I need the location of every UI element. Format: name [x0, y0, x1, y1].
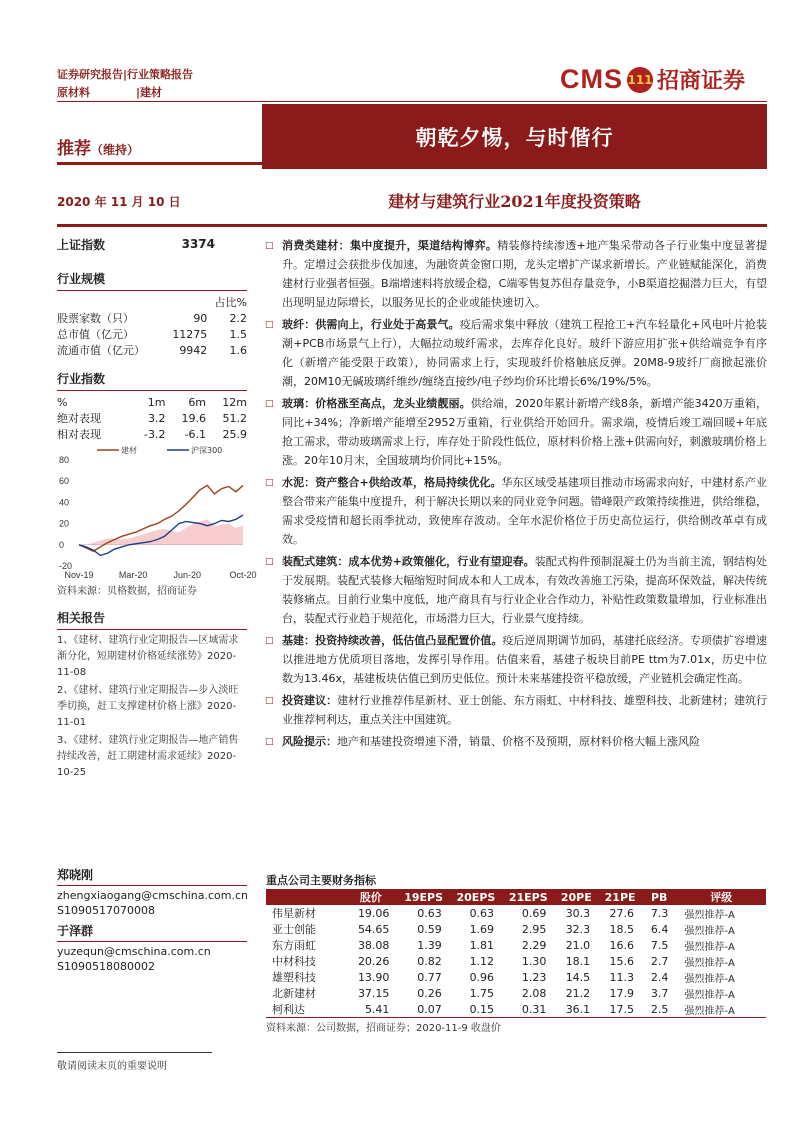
footer-rule [57, 1052, 212, 1053]
bullet-square-icon: □ [265, 737, 274, 747]
bullet-heading: 玻纤：供需向上，行业处于高景气。 [282, 318, 460, 331]
fin-cell: 7.3 [650, 906, 669, 920]
fin-cell: 13.90 [357, 970, 390, 984]
bullet-heading: 装配式建筑：成本优势+政策催化，行业有望迎春。 [282, 555, 535, 568]
fin-cell: 0.26 [417, 986, 442, 1000]
fin-header-cell: PB [642, 889, 676, 905]
fin-cell: 6.4 [650, 922, 669, 936]
fin-cell: 0.59 [417, 922, 442, 936]
legend-label: 建材 [121, 446, 137, 455]
fin-source: 资料来源：公司数据，招商证券；2020-11-9 收盘价 [266, 1023, 501, 1034]
analyst-email[interactable]: zhengxiaogang@cmschina.com.cn [57, 889, 248, 902]
fin-cell: 17.9 [609, 986, 634, 1000]
table-row [266, 953, 766, 969]
legend-label: 沪深300 [191, 446, 223, 455]
y-tick-label: 0 [59, 539, 65, 550]
industry-scale-title: 行业规模 [57, 270, 247, 291]
fin-cell: 0.31 [502, 1001, 554, 1018]
area-series-relative [79, 519, 243, 544]
fin-cell: 北新建材 [272, 987, 316, 1000]
fin-cell: 2.95 [521, 922, 547, 936]
index-label: 上证指数 [57, 237, 106, 252]
bullet-text [282, 315, 767, 391]
related-reports [57, 633, 247, 781]
fin-cell: 18.5 [609, 922, 634, 936]
performance-chart [57, 442, 257, 580]
bullet-item [262, 631, 767, 688]
bullet-square-icon: □ [265, 320, 274, 330]
rating-note: （维持） [91, 143, 140, 157]
y-tick-label: 20 [59, 518, 70, 529]
fin-header-row [266, 889, 766, 905]
bullet-item [262, 315, 767, 391]
fin-cell: 0.96 [469, 970, 495, 984]
fin-cell: 柯利达 [266, 1001, 344, 1018]
fin-cell: 0.69 [521, 906, 547, 920]
related-report-item[interactable]: 3、《建材、建筑行业定期报告—地产销售持续改善，赶工期建材需求延续》2020-10-25 [57, 735, 239, 778]
industry-scale-table [57, 294, 247, 358]
industry-index-title: 行业指数 [57, 370, 247, 391]
y-tick-label: 80 [59, 455, 70, 465]
fin-cell: 强烈推荐-A [684, 925, 735, 937]
bullet-text [282, 236, 767, 312]
fin-cell: 16.6 [609, 938, 634, 952]
table-row: 股票家数（只） 90 2.2 [57, 311, 247, 325]
analyst-id: S1090517070008 [57, 904, 155, 917]
fin-cell: 强烈推荐-A [684, 909, 735, 921]
fin-cell: 30.3 [565, 906, 591, 920]
report-sector [57, 84, 193, 102]
y-tick-label: -20 [59, 561, 73, 571]
fin-cell: 2.7 [650, 954, 669, 968]
fin-cell: 36.1 [554, 1001, 598, 1018]
fin-cell: 强烈推荐-A [684, 957, 735, 969]
fin-header-cell [266, 889, 344, 905]
chart-source: 资料来源：贝格数据，招商证券 [57, 586, 197, 597]
fin-cell: 亚士创能 [272, 923, 316, 936]
x-tick-label: Mar-20 [118, 570, 148, 580]
fin-cell: 20.26 [357, 954, 390, 968]
bullet-text [282, 394, 767, 470]
bullet-body: 供给端，2020年累计新增产线8条，新增产能3420万重箱，同比+34%；净新增产能增至2952万重箱，行业供给开始回升。需求端，疫情后竣工端回暖+年底抢工需求，带动玻璃需求上行，库存处于阶段性低位，原材料价格上涨+供需向好，刺激玻璃价格上涨。20年10月末，全国玻璃均价同比+15%。 [282, 397, 767, 467]
table-row: 绝对表现 3.2 19.6 51.2 [57, 411, 247, 425]
fin-cell: 38.08 [357, 938, 390, 952]
fin-cell: 0.15 [450, 1001, 502, 1018]
sector-right: |建材 [136, 86, 163, 99]
fin-cell: 1.75 [469, 986, 495, 1000]
report-date: 2020 年 11 月 10 日 [57, 195, 181, 209]
bullet-square-icon: □ [265, 241, 274, 251]
rating [57, 134, 139, 159]
fin-cell: 3.7 [650, 986, 669, 1000]
fin-header-cell: 19EPS [397, 889, 449, 905]
table-row: 总市值（亿元） 11275 1.5 [57, 327, 247, 341]
fin-cell: 雄塑科技 [272, 971, 316, 984]
analyst-email[interactable]: yuzequn@cmschina.com.cn [57, 945, 211, 958]
logo-cn-text: 招商证券 [657, 68, 746, 94]
fin-cell: 1.30 [521, 954, 547, 968]
fin-cell: 32.3 [565, 922, 591, 936]
bullet-item [262, 691, 767, 729]
fin-cell: 21.0 [565, 938, 591, 952]
bullet-body: 地产和基建投资增速下滑，销量、价格不及预期，原材料价格大幅上涨风险 [337, 735, 700, 748]
bullet-square-icon: □ [265, 557, 274, 567]
fin-cell: 21.2 [565, 986, 591, 1000]
x-tick-label: Jun-20 [173, 570, 202, 580]
fin-cell: 15.6 [609, 954, 634, 968]
industry-index-table: % 1m 6m 12m 绝对表现 3.2 19.6 51.2 相对表现 -3.2 -6.1 25.9 [57, 395, 247, 441]
bullet-square-icon: □ [265, 636, 274, 646]
fin-header-cell: 股价 [344, 889, 397, 905]
bullet-text [282, 631, 767, 688]
fin-header-cell: 评级 [676, 889, 766, 905]
fin-cell: 0.77 [417, 970, 442, 984]
bullet-body: 疫后需求集中释放（建筑工程抢工+汽车轻量化+风电叶片抢装潮+PCB市场景气上行），大幅拉动玻纤需求，去库存化良好。玻纤下游应用扩张+供给端竞争有序化（新增产能受限于政策），协同需求上行，实现玻纤价格触底反弹。20M8-9玻纤厂商掀起涨价潮，20M10无碱玻璃纤维纱/缠绕直接纱/电子纱均价环比增长6%/19%/5%。 [282, 318, 767, 388]
bullet-item [262, 732, 767, 752]
table-row [266, 969, 766, 985]
fin-cell: 5.41 [344, 1001, 397, 1018]
fin-header-cell: 20PE [554, 889, 598, 905]
fin-cell: 2.5 [642, 1001, 676, 1018]
fin-header-cell: 21EPS [502, 889, 554, 905]
fin-table-title: 重点公司主要财务指标 [266, 874, 376, 887]
fin-cell: 0.63 [469, 906, 495, 920]
analyst-id: S1090518080002 [57, 960, 155, 973]
sector-left: 原材料 [57, 86, 90, 99]
header-rule [57, 101, 767, 102]
fin-cell: 东方雨虹 [272, 939, 316, 952]
rating-label: 推荐 [57, 139, 91, 159]
bullet-body: 装配式构件预制混凝土仍为当前主流，钢结构处于发展期。装配式装修大幅缩短时间成本和人工成本，有效改善施工污染，提高环保效益，解决传统装修痛点。目前行业集中度低，地产商具有与行业企业合作动力，补贴性政策数量增加，行业标准出台，装配式行业趋于规范化，市场潜力巨大，行业景气度持续。 [282, 555, 767, 625]
bullet-heading: 玻璃：价格涨至高点，龙头业绩靓丽。 [282, 397, 471, 410]
title-banner [262, 104, 767, 169]
bullet-square-icon: □ [265, 478, 274, 488]
table-row [266, 921, 766, 937]
analysts [57, 868, 247, 974]
analyst-name: 郑晓刚 [57, 868, 247, 886]
fin-cell: 54.65 [357, 922, 390, 936]
bullet-body: 精装修持续渗透+地产集采带动各子行业集中度显著提升。定增过会获批步伐加速，为融资黄金窗口期，龙头定增扩产谋求新增长。产业链赋能深化，消费建材行业强者恒强。B端增速料将放缓企稳，C端零售复苏但存量竞争，小B渠道挖掘潜力巨大，有望出现明显边际增长，以服务见长的企业或能快速切入。 [282, 239, 767, 309]
pct-header: 占比% [214, 296, 247, 309]
fin-cell: 强烈推荐-A [684, 989, 735, 1001]
fin-cell: 7.5 [650, 938, 669, 952]
report-category: 证券研究报告|行业策略报告 [57, 68, 194, 81]
logo-badge-icon: 111 [627, 67, 653, 93]
y-tick-label: 40 [59, 497, 70, 508]
fin-cell: 37.15 [357, 986, 390, 1000]
fin-cell: 1.81 [469, 938, 495, 952]
fin-cell: 强烈推荐-A [684, 973, 735, 985]
table-row: 相对表现 -3.2 -6.1 25.9 [57, 427, 247, 441]
bullet-square-icon: □ [265, 696, 274, 706]
left-sidebar [57, 232, 257, 783]
fin-cell: 2.29 [521, 938, 547, 952]
bullet-text [282, 552, 767, 628]
report-subtitle: 建材与建筑行业2021年度投资策略 [388, 192, 641, 211]
fin-cell: 19.06 [357, 906, 390, 920]
fin-cell: 1.23 [521, 970, 547, 984]
bullet-body: 疫后逆周期调节加码，基建托底经济。专项债扩容增速以推进地方优质项目落地，发挥引导作用。估值来看，基建子板块目前PE ttm为7.01x，历史中位数为13.46x，基建板块估值已到历史低位。预计未来基建投资平稳放缓，产业链机会确定性高。 [282, 634, 768, 685]
index-row [57, 232, 247, 256]
bullet-item [262, 236, 767, 312]
fin-cell: 27.6 [609, 906, 634, 920]
header-left [57, 66, 193, 102]
fin-cell: 1.12 [469, 954, 495, 968]
table-row [266, 905, 766, 921]
bullet-text [282, 691, 767, 729]
fin-cell: 14.5 [565, 970, 591, 984]
bullet-heading: 风险提示： [282, 735, 337, 748]
fin-cell: 17.5 [598, 1001, 642, 1018]
related-report-item[interactable]: 2、《建材、建筑行业定期报告—步入淡旺季切换，赶工支撑建材价格上涨》2020-11-01 [57, 685, 239, 728]
bullet-square-icon: □ [265, 399, 274, 409]
bullet-heading: 投资建议： [282, 694, 338, 707]
table-row [266, 985, 766, 1001]
bullet-text [282, 732, 767, 752]
fin-cell: 2.4 [650, 970, 669, 984]
fin-cell: 1.69 [469, 922, 495, 936]
analyst-name: 于泽群 [57, 924, 247, 942]
fin-table [266, 889, 766, 1018]
rating-rule [57, 162, 262, 165]
table-row: 流通市值（亿元） 9942 1.6 [57, 343, 247, 357]
bullet-heading: 消费类建材：集中度提升，渠道结构博弈。 [282, 239, 498, 252]
bullet-item [262, 473, 767, 549]
fin-header-cell: 21PE [598, 889, 642, 905]
title-rule [57, 224, 767, 227]
summary-bullets [262, 236, 767, 755]
fin-cell: 强烈推荐-A [676, 1001, 766, 1018]
bullet-item [262, 552, 767, 628]
x-tick-label: Nov-19 [64, 570, 94, 580]
fin-cell: 2.08 [521, 986, 547, 1000]
footer-note: 敬请阅读末页的重要说明 [57, 1061, 167, 1072]
index-value: 3374 [181, 237, 215, 251]
fin-cell: 0.07 [397, 1001, 449, 1018]
related-title: 相关报告 [57, 609, 247, 630]
table-row [266, 1001, 766, 1018]
fin-header-cell: 20EPS [450, 889, 502, 905]
fin-cell: 11.3 [609, 970, 634, 984]
bullet-body: 建材行业推荐伟星新材、亚士创能、东方雨虹、中材科技、雄塑科技、北新建材；建筑行业推荐柯利达，重点关注中国建筑。 [282, 694, 768, 726]
bullet-heading: 基建：投资持续改善，低估值凸显配置价值。 [282, 634, 503, 647]
fin-cell: 强烈推荐-A [684, 941, 735, 953]
fin-cell: 伟星新材 [272, 907, 316, 920]
logo-cms-text: CMS [560, 64, 623, 94]
performance-chart-svg [57, 442, 257, 580]
bullet-heading: 水泥：资产整合+供给改革，格局持续优化。 [282, 476, 502, 489]
y-tick-label: 60 [59, 476, 70, 487]
bullet-text [282, 473, 767, 549]
x-tick-label: Oct-20 [229, 570, 257, 580]
page-title: 朝乾夕惕，与时偕行 [415, 124, 614, 150]
fin-cell: 中材科技 [272, 955, 316, 968]
bullet-body: 华东区域受基建项目推动市场需求向好，中建材系产业整合带来产能集中度提升，利于解决长期以来的同业竞争问题。错峰限产政策持续推进，供给维稳，需求受疫情和超长雨季扰动，致使库存波动。全年水泥价格位于历史高位运行，供给侧改革卓有成效。 [282, 476, 768, 546]
cms-logo [560, 64, 745, 95]
table-row [266, 937, 766, 953]
fin-cell: 1.39 [417, 938, 442, 952]
related-report-item[interactable]: 1、《建材、建筑行业定期报告—区域需求渐分化，短期建材价格延续涨势》2020-11-08 [57, 635, 239, 678]
fin-cell: 18.1 [565, 954, 591, 968]
bullet-item [262, 394, 767, 470]
fin-cell: 0.82 [417, 954, 442, 968]
fin-cell: 0.63 [417, 906, 442, 920]
